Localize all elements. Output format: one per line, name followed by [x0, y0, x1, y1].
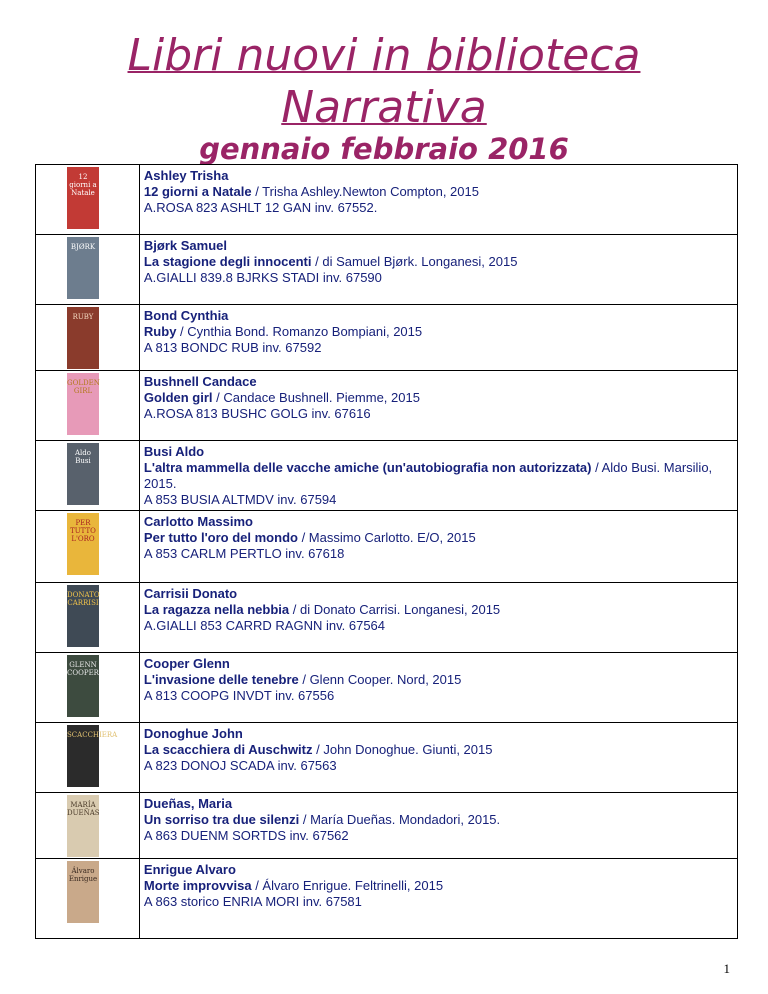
book-row	[36, 305, 738, 371]
book-author: Enrigue Alvaro	[143, 862, 236, 877]
book-cover-cell	[36, 723, 140, 793]
book-cover-cell	[36, 165, 140, 235]
book-author: Bond Cynthia	[143, 308, 229, 323]
book-author: Bjørk Samuel	[143, 238, 228, 253]
book-shelfmark: A.ROSA 813 BUSHC GOLG inv. 67616	[143, 406, 371, 421]
book-cover-image	[67, 861, 99, 923]
book-cover-image	[67, 585, 99, 647]
book-citation	[144, 184, 737, 200]
book-publication: / di Samuel Bjørk. Longanesi, 2015	[315, 254, 518, 269]
book-cover-cell	[36, 511, 140, 583]
book-shelfmark: A 813 COOPG INVDT inv. 67556	[143, 688, 335, 703]
book-cover-image	[67, 307, 99, 369]
book-info-cell	[139, 723, 737, 793]
book-cover-text: RUBY	[72, 313, 94, 321]
book-citation	[144, 812, 737, 828]
book-author: Dueñas, Maria	[143, 796, 233, 811]
book-shelfmark: A 823 DONOJ SCADA inv. 67563	[143, 758, 337, 773]
book-row	[36, 371, 738, 441]
book-cover-cell	[36, 305, 140, 371]
book-cover-cell	[36, 653, 140, 723]
book-cover-image	[67, 443, 99, 505]
book-cover-text: SCACCHIERA	[67, 731, 118, 739]
book-author: Carlotto Massimo	[143, 514, 253, 529]
book-author: Carrisii Donato	[143, 586, 238, 601]
book-info-cell	[139, 511, 737, 583]
book-publication: / Massimo Carlotto. E/O, 2015	[297, 530, 476, 545]
book-cover-image	[67, 167, 99, 229]
book-info-cell	[139, 653, 737, 723]
book-publication: / Glenn Cooper. Nord, 2015	[298, 672, 462, 687]
books-table	[35, 164, 738, 939]
book-title: Morte improvvisa	[143, 878, 252, 893]
book-info-cell	[139, 165, 737, 235]
book-shelfmark: A 813 BONDC RUB inv. 67592	[143, 340, 322, 355]
book-title: Per tutto l'oro del mondo	[143, 530, 298, 545]
book-info-cell	[139, 583, 737, 653]
book-cover-cell	[36, 235, 140, 305]
book-title: La ragazza nella nebbia	[143, 602, 290, 617]
book-cover-cell	[36, 793, 140, 859]
book-shelfmark: A 863 storico ENRIA MORI inv. 67581	[143, 894, 362, 909]
book-title: L'invasione delle tenebre	[143, 672, 299, 687]
book-title: L'altra mammella delle vacche amiche (un'autobiografia non autorizzata)	[143, 460, 592, 475]
book-cover-text: BJØRK	[70, 243, 96, 251]
page-title-line2: Narrativa	[281, 82, 487, 133]
book-citation	[144, 460, 737, 492]
book-publication: / Aldo Busi. Marsilio, 2015.	[143, 460, 713, 491]
book-citation	[144, 324, 737, 340]
book-info-cell	[139, 235, 737, 305]
book-row	[36, 859, 738, 939]
book-info-cell	[139, 305, 737, 371]
book-info-cell	[139, 441, 737, 511]
book-cover-image	[67, 795, 99, 857]
book-title: Golden girl	[143, 390, 213, 405]
book-cover-text: PER TUTTO L'ORO	[70, 519, 96, 543]
book-publication: / Cynthia Bond. Romanzo Bompiani, 2015	[176, 324, 423, 339]
book-cover-image	[67, 725, 118, 787]
book-row	[36, 235, 738, 305]
book-row	[36, 723, 738, 793]
book-author: Donoghue John	[143, 726, 243, 741]
page-subtitle: gennaio febbraio 2016	[199, 132, 569, 166]
book-author: Bushnell Candace	[143, 374, 257, 389]
book-author: Busi Aldo	[143, 444, 205, 459]
book-citation	[144, 530, 737, 546]
book-publication: / María Dueñas. Mondadori, 2015.	[299, 812, 501, 827]
book-cover-image	[67, 373, 99, 435]
book-shelfmark: A 853 BUSIA ALTMDV inv. 67594	[143, 492, 337, 507]
book-row	[36, 441, 738, 511]
book-shelfmark: A.ROSA 823 ASHLT 12 GAN inv. 67552.	[143, 200, 378, 215]
book-cover-text: GOLDEN GIRL	[67, 379, 100, 395]
book-shelfmark: A 863 DUENM SORTDS inv. 67562	[143, 828, 349, 843]
page-title-line1: Libri nuovi in biblioteca	[127, 30, 641, 81]
book-shelfmark: A.GIALLI 839.8 BJRKS STADI inv. 67590	[143, 270, 382, 285]
book-citation	[144, 878, 737, 894]
book-publication: / John Donoghue. Giunti, 2015	[312, 742, 493, 757]
book-cover-image	[67, 655, 99, 717]
book-info-cell	[139, 371, 737, 441]
book-cover-cell	[36, 441, 140, 511]
page-number: 1	[723, 961, 730, 976]
book-author: Ashley Trisha	[143, 168, 229, 183]
book-shelfmark: A 853 CARLM PERTLO inv. 67618	[143, 546, 345, 561]
book-title: Un sorriso tra due silenzi	[143, 812, 300, 827]
book-title: Ruby	[143, 324, 177, 339]
book-author: Cooper Glenn	[143, 656, 230, 671]
book-cover-text: Aldo Busi	[75, 449, 91, 465]
book-citation	[144, 602, 737, 618]
book-info-cell	[139, 859, 737, 939]
book-cover-cell	[36, 859, 140, 939]
book-citation	[144, 390, 737, 406]
book-cover-text: Álvaro Enrigue	[68, 867, 98, 883]
book-shelfmark: A.GIALLI 853 CARRD RAGNN inv. 67564	[143, 618, 386, 633]
book-cover-text: GLENN COOPER	[67, 661, 99, 677]
book-row	[36, 653, 738, 723]
book-title: 12 giorni a Natale	[143, 184, 252, 199]
book-row	[36, 165, 738, 235]
book-publication: / Trisha Ashley.Newton Compton, 2015	[251, 184, 479, 199]
book-row	[36, 583, 738, 653]
book-cover-text: 12 giorni a Natale	[69, 173, 97, 197]
book-info-cell	[139, 793, 737, 859]
book-cover-image	[67, 513, 99, 575]
book-citation	[144, 254, 737, 270]
book-title: La scacchiera di Auschwitz	[143, 742, 313, 757]
book-citation	[144, 742, 737, 758]
book-publication: / Candace Bushnell. Piemme, 2015	[212, 390, 420, 405]
book-row	[36, 511, 738, 583]
book-cover-cell	[36, 371, 140, 441]
book-row	[36, 793, 738, 859]
book-citation	[144, 672, 737, 688]
book-title: La stagione degli innocenti	[143, 254, 316, 269]
book-cover-text: MARÍA DUEÑAS	[67, 801, 100, 817]
book-cover-cell	[36, 583, 140, 653]
book-cover-text: DONATO CARRISI	[67, 591, 100, 607]
book-cover-image	[67, 237, 99, 299]
book-publication: / Álvaro Enrigue. Feltrinelli, 2015	[251, 878, 444, 893]
book-publication: / di Donato Carrisi. Longanesi, 2015	[289, 602, 501, 617]
